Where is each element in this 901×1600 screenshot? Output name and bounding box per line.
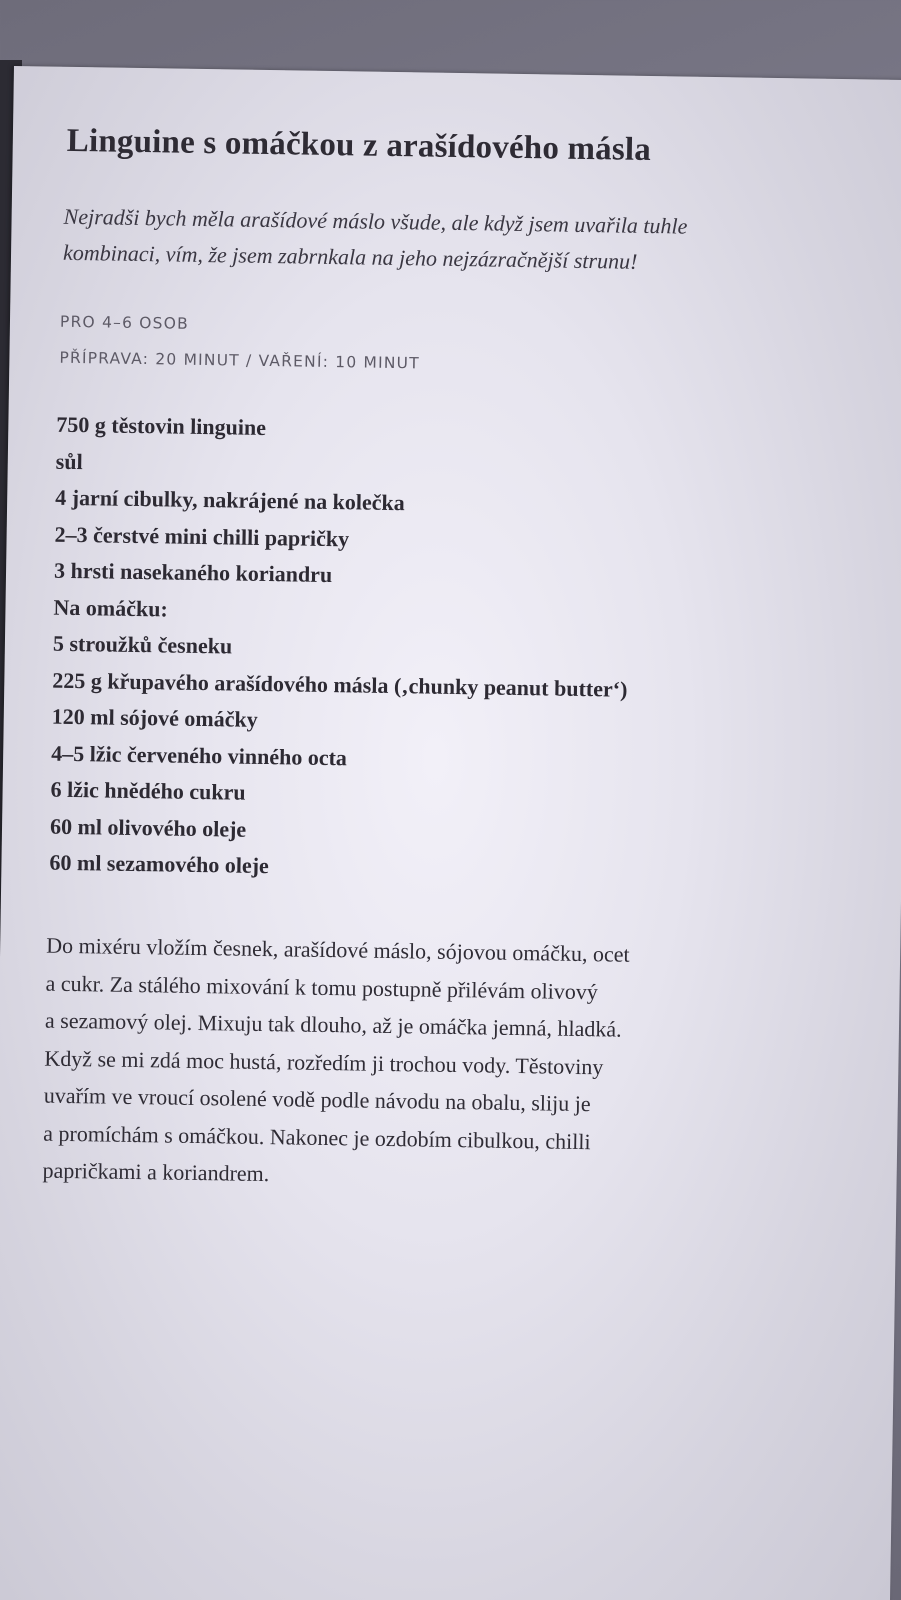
recipe-title: Linguine s omáčkou z arašídového másla [66,122,652,169]
method-line: papričkami a koriandrem. [42,1157,270,1187]
ingredient-item: 4 jarní cibulky, nakrájené na kolečka [55,484,405,516]
recipe-intro [63,199,824,283]
ingredient-item: 3 hrsti nasekaného koriandru [53,557,333,588]
ingredient-item: sůl [55,448,83,474]
servings-label: PRO 4–6 OSOB [59,312,190,333]
ingredient-item: 4–5 lžic červeného vinného octa [51,740,348,770]
method-line: a cukr. Za stálého mixování k tomu postupně přilévám olivový [45,970,599,1004]
recipe-page [0,66,901,1600]
prep-cook-time: PŘÍPRAVA: 20 MINUT / VAŘENÍ: 10 MINUT [59,348,420,373]
ingredient-item: 60 ml sezamového oleje [49,849,269,879]
ingredient-item: 120 ml sójové omáčky [51,703,258,732]
method-paragraph [42,927,816,1202]
ingredient-item: 60 ml olivového oleje [49,813,247,842]
sauce-subheading: Na omáčku: [53,594,168,621]
ingredient-item: 5 stroužků česneku [52,630,233,659]
method-line: a sezamový olej. Mixuju tak dlouho, až je omáčka jemná, hladká. [44,1007,622,1042]
intro-line: kombinaci, vím, že jsem zabrnkala na jeho nejzázračnější strunu! [62,239,638,274]
method-line: Do mixéru vložím česnek, arašídové máslo, sójovou omáčku, ocet [45,932,630,967]
ingredient-item: 750 g těstovin linguine [56,411,267,441]
method-line: a promíchám s omáčkou. Nakonec je ozdobím cibulkou, chilli [43,1120,591,1154]
method-line: uvařím ve vroucí osolené vodě podle návodu na obalu, sliju je [43,1082,591,1117]
method-line: Když se mi zdá moc hustá, rozředím ji trochou vody. Těstoviny [44,1045,604,1079]
ingredient-item: 225 g křupavého arašídového másla (‚chunky peanut butter‘) [52,667,628,702]
ingredient-item: 6 lžic hnědého cukru [50,776,246,805]
ingredient-list [49,407,631,890]
ingredient-item: 2–3 čerstvé mini chilli papričky [54,521,350,551]
intro-line: Nejradši bych měla arašídové máslo všude, ale když jsem uvařila tuhle [63,203,688,239]
